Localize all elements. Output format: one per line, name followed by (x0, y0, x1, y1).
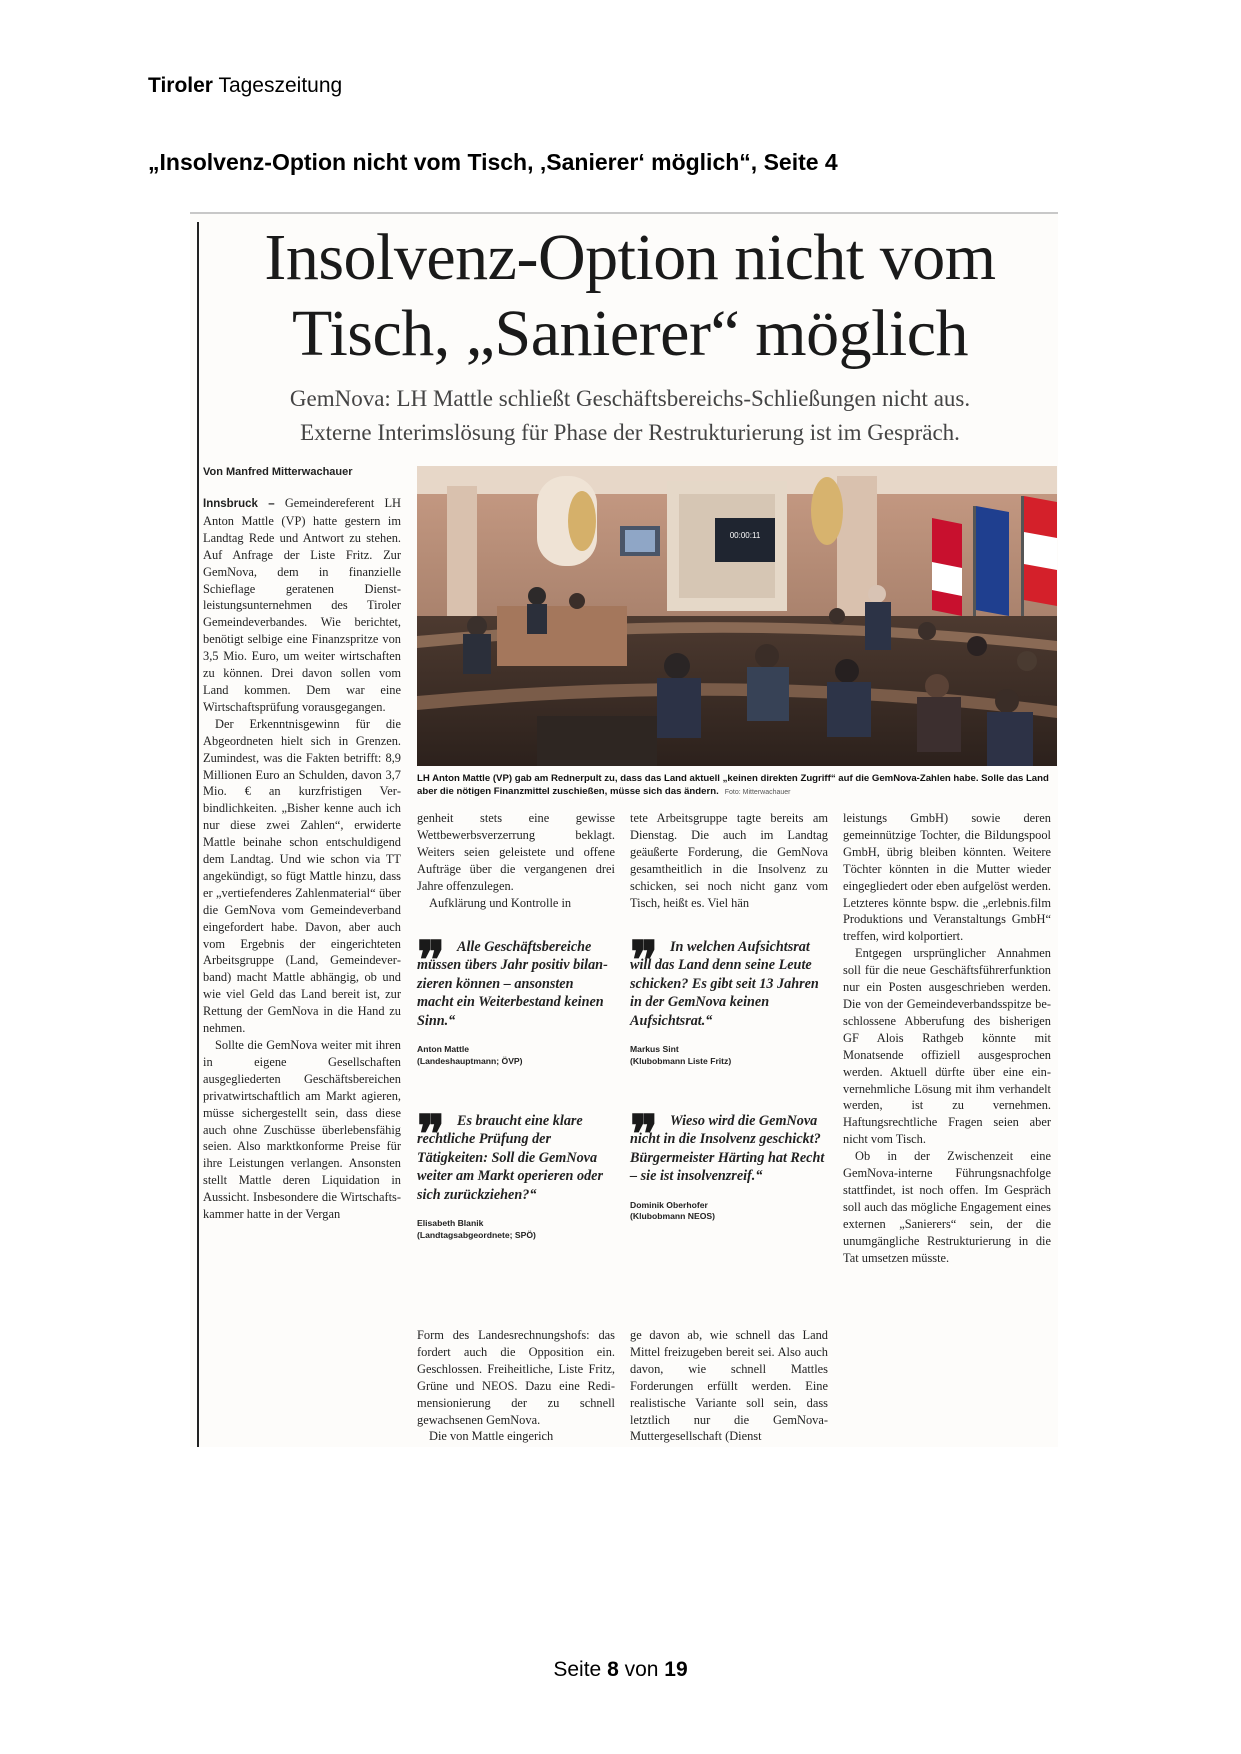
col2b-paragraph-1: Form des Landesrechnungshofs: das fordert auch die Opposition ein. Geschlossen. Freiheitliche, Liste Fritz, Grüne und NEOS. Dazu eine Redimensionierung der zu schnell gewachsenen GemNova. (417, 1328, 615, 1427)
page-label: Seite (553, 1658, 602, 1681)
subhead-line-2: Externe Interimslösung für Phase der Restrukturierung ist im Gespräch. (300, 420, 960, 445)
col2-paragraph-2: Aufklärung und Kontrolle in (429, 895, 572, 910)
quote-author: Anton Mattle (417, 1044, 470, 1055)
publication-name-bold: Tiroler (148, 74, 213, 97)
col2-paragraph-1: genheit stets eine gewisse Wettbewerbsverzerrung beklagt. Weiters seien geleistete und offene Aufträge über die vergangenen drei Jahre offenzulegen. (417, 811, 615, 893)
col1-paragraph-1: Gemeindereferent LH Anton Mattle (VP) hatte gestern im Landtag Rede und Antwort zu stehen. Auf Anfrage der Liste Fritz. Zur GemNova, dem in finanzielle Schieflage geratenen Dienstleistungsunternehmen des Tiroler Gemeindeverbandes. Wie berichtet, benötigt selbige eine Finanzspritze von 3,5 Mio. Euro, um weiter wirtschaften zu können. Drei davon sollen vom Land kommen. Dem war eine Wirtschaftsprüfung vorausgegangen. (203, 496, 401, 714)
quote-attribution (630, 1044, 826, 1067)
page-separator: von (624, 1658, 659, 1681)
col3-paragraph-1: tete Arbeitsgruppe tagte bereits am Dienstag. Die auch im Landtag geäußerte Forderung, die GemNova gesamtheitlich in die Insolvenz zu schicken, sei noch nicht ganz vom Tisch, heißt es. Viel hän (630, 811, 828, 910)
page-total: 19 (664, 1658, 688, 1681)
quote-author-role: (Landeshauptmann; ÖVP) (417, 1055, 523, 1066)
page-footer (0, 1658, 1241, 1682)
article-subheadline (202, 382, 1058, 450)
quote-author-role: (Landtagsabgeordnete; SPÖ) (417, 1229, 536, 1240)
quote-mark-icon: ❞ (630, 1107, 658, 1164)
newspaper-clipping (190, 212, 1058, 1447)
page-number: 8 (607, 1658, 619, 1681)
article-dateline: Innsbruck – (203, 498, 275, 510)
article-byline: Von Manfred Mitterwachauer (203, 466, 353, 478)
clipping-left-rule (197, 222, 199, 1447)
quote-author-role: (Klubobmann Liste Fritz) (630, 1055, 732, 1066)
article-column-1 (203, 495, 401, 1445)
clipping-top-rule (190, 212, 1058, 214)
quote-mark-icon: ❞ (630, 933, 658, 990)
quote-attribution (417, 1044, 613, 1067)
publication-name-rest: Tageszeitung (218, 74, 343, 97)
pull-quote-sint (630, 933, 826, 1067)
quote-mark-icon: ❞ (417, 1107, 445, 1164)
quote-attribution (630, 1200, 826, 1223)
pull-quote-oberhofer (630, 1107, 826, 1223)
col4-paragraph-1: leistungs GmbH) sowie deren gemeinnützige Tochter, die Bildungspool GmbH, übrig bleiben könnten. Weitere Töchter könnten in die Mutter wieder eingegliedert oder eben aufgelöst werden. Letzteres könnte bspw. die „erlebnis.film Produktions und Veranstaltungs GmbH“ treffen, wird kolportiert. (843, 811, 1051, 944)
quote-attribution (417, 1218, 613, 1241)
col4-paragraph-3: Ob in der Zwischenzeit eine GemNova-interne Führungsnachfolge stattfindet, ist noch offen. Im Gespräch soll auch das mögliche Engagement eines externen „Sanierers“ sein, der die unumgängliche Restrukturierung in die Tat umsetzen müsste. (843, 1149, 1051, 1265)
landtag-photo (417, 466, 1057, 766)
quote-author-role: (Klubobmann NEOS) (630, 1211, 715, 1222)
col2b-paragraph-2: Die von Mattle eingerich (429, 1429, 554, 1444)
quote-author: Dominik Oberhofer (630, 1199, 708, 1210)
quote-text: Es braucht eine klare rechtliche Prüfung der Tätigkeiten: Soll die GemNova weiter am Markt operieren oder sich zurückziehen?“ (417, 1113, 604, 1203)
pull-quote-mattle (417, 933, 613, 1067)
quote-mark-icon: ❞ (417, 933, 445, 990)
article-column-4 (843, 810, 1051, 1430)
quote-text: In welchen Aufsichtsrat will das Land denn seine Leute schicken? Es gibt seit 13 Jahren in der GemNova keinen Aufsichtsrat.“ (630, 939, 819, 1029)
article-headline (202, 220, 1058, 372)
caption-text: LH Anton Mattle (VP) gab am Rednerpult zu, dass das Land aktuell „keinen direkten Zugriff“ auf die GemNova-Zahlen habe. Solle das Land aber die nötigen Finanzmittel zuschießen, müsse sich das ändern. (417, 773, 1049, 797)
quote-text: Wieso wird die GemNova nicht in die Insolvenz geschickt? Bürgermeister Härting hat Recht – sie ist insolvenzreif.“ (630, 1113, 825, 1185)
article-column-3-bottom (630, 1327, 828, 1445)
headline-line-1: Insolvenz-Option nicht vom (264, 221, 996, 294)
article-column-2-bottom (417, 1327, 615, 1445)
photo-caption (417, 772, 1057, 799)
photo-credit: Foto: Mitterwachauer (724, 789, 791, 796)
publication-name (148, 74, 342, 98)
article-column-3-top (630, 810, 828, 911)
article-column-2-top (417, 810, 615, 911)
quote-author: Markus Sint (630, 1044, 679, 1055)
headline-line-2: Tisch, „Sanierer“ möglich (291, 297, 969, 370)
pull-quote-blanik (417, 1107, 613, 1241)
photo-timer-readout: 00:00:11 (729, 531, 761, 540)
col1-paragraph-3: Sollte die GemNova weiter mit ihren in eigene Gesellschaften ausgegliederten Geschäftsbereichen privatwirtschaftlich am Markt agieren, müsse sichergestellt sein, dass diese auch ohne Zuschüsse überlebensfähig seien. Also marktkonforme Preise für ihre Leistungen verlangen. Ansonsten stellt Mattle deren Liquidation in Aussicht. Insbesondere die Wirtschaftskammer hatte in der Vergan (203, 1038, 401, 1222)
col4-paragraph-2: Entgegen ursprünglicher Annahmen soll für die neue Geschäftsführerfunktion nur ein Posten ausgeschrieben werden. Die von der Gemeindeverbandsspitze beschlossene Abberufung des bisherigen GF Alois Rathgeb könnte mit Monatsende offiziell ausgesprochen werden. Aktuell dürfte über eine einvernehmliche Lösung mit ihm verhandelt werden, ist zu vernehmen. Haftungsrechtliche Fragen seien aber nicht vom Tisch. (843, 946, 1051, 1147)
subhead-line-1: GemNova: LH Mattle schließt Geschäftsbereichs-Schließungen nicht aus. (289, 386, 971, 411)
quote-text: Alle Geschäftsbereiche müssen übers Jahr positiv bilanzieren können – ansonsten macht ein Weiterbestand keinen Sinn.“ (417, 939, 608, 1029)
col3b-paragraph-1: ge davon ab, wie schnell das Land Mittel freizugeben bereit sei. Also auch davon, wie schnell Mattles Forderungen erfüllt werden. Eine realistische Variante soll sein, dass letztlich nur die GemNova-Muttergesellschaft (Dienst (630, 1328, 828, 1444)
col1-paragraph-2: Der Erkenntnisgewinn für die Abgeordneten hielt sich in Grenzen. Zumindest, was die Fakten betrifft: 8,9 Millionen Euro an Schulden, davon 3,7 Mio. € an kurzfristigen Verbindlichkeiten. „Bisher kenne auch ich nur diese zwei Zahlen“, erwiderte Mattle beinahe schon entschuldigend dem Landtag. Und wie schon via TT angekündigt, so fügt Mattle hinzu, dass er „vertiefenderes Zahlenmaterial“ über die GemNova vom Gemeindeverband eingefordert habe. Davon, aber auch vom Ergebnis der eingerichteten Arbeitsgruppe (Land, Gemeindeverband) macht Mattle abhängig, ob und wie viel Geld das Land bereit ist, zur Rettung der GemNova in die Hand zu nehmen. (203, 716, 401, 1036)
quote-author: Elisabeth Blanik (417, 1218, 484, 1229)
document-title: „Insolvenz-Option nicht vom Tisch, ‚Sanierer‘ möglich“, Seite 4 (148, 149, 838, 175)
